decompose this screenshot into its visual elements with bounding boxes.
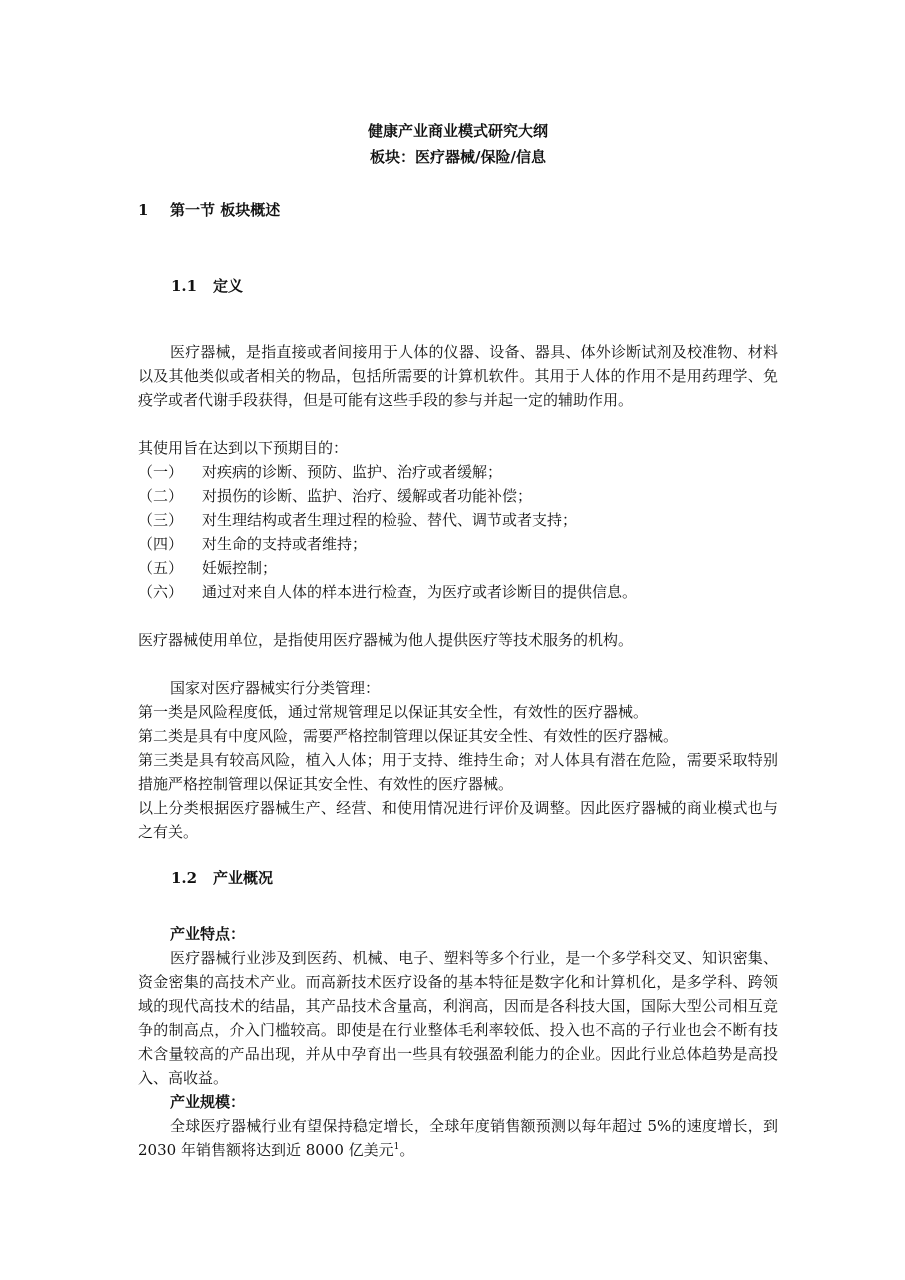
section-1-1-number: 1.1 bbox=[171, 277, 198, 295]
list-item bbox=[138, 556, 778, 580]
features-label: 产业特点： bbox=[170, 925, 246, 943]
list-item bbox=[138, 580, 778, 604]
list-text: 妊娠控制； bbox=[202, 559, 278, 577]
list-text: 对疾病的诊断、预防、监护、治疗或者缓解； bbox=[202, 463, 503, 481]
section-1-number: 1 bbox=[138, 201, 149, 219]
purpose-list bbox=[138, 460, 778, 604]
scale-label: 产业规模： bbox=[170, 1093, 246, 1111]
scale-paragraph bbox=[138, 1114, 778, 1162]
list-marker: （四） bbox=[138, 535, 184, 553]
definition-paragraph: 医疗器械，是指直接或者间接用于人体的仪器、设备、器具、体外诊断试剂及校准物、材料以及其他类似或者相关的物品，包括所需要的计算机软件。其用于人体的作用不是用药理学、免疫学或者代谢手段获得，但是可能有这些手段的参与并起一定的辅助作用。 bbox=[138, 343, 778, 409]
list-marker: （三） bbox=[138, 511, 184, 529]
list-text: 对生命的支持或者维持； bbox=[202, 535, 368, 553]
list-item bbox=[138, 484, 778, 508]
section-1-title: 第一节 板块概述 bbox=[170, 201, 281, 219]
class-2-paragraph: 第二类是具有中度风险，需要严格控制管理以保证其安全性、有效性的医疗器械。 bbox=[138, 727, 679, 745]
document-title: 健康产业商业模式研究大纲 bbox=[367, 122, 548, 140]
list-marker: （五） bbox=[138, 559, 184, 577]
list-text: 对生理结构或者生理过程的检验、替代、调节或者支持； bbox=[202, 511, 578, 529]
list-text: 对损伤的诊断、监护、治疗、缓解或者功能补偿； bbox=[202, 487, 533, 505]
scale-text: 全球医疗器械行业有望保持稳定增长，全球年度销售额预测以每年超过 5%的速度增长，到 2030 年销售额将达到近 8000 亿美元 bbox=[138, 1117, 778, 1159]
list-marker: （六） bbox=[138, 583, 184, 601]
class-3-paragraph: 第三类是具有较高风险，植入人体；用于支持、维持生命；对人体具有潜在危险，需要采取特别措施严格控制管理以保证其安全性、有效性的医疗器械。 bbox=[138, 751, 778, 793]
section-1-heading bbox=[138, 198, 778, 222]
footnote-ref[interactable]: 1 bbox=[393, 1142, 400, 1152]
user-unit-paragraph: 医疗器械使用单位，是指使用医疗器械为他人提供医疗等技术服务的机构。 bbox=[138, 631, 634, 649]
list-item bbox=[138, 508, 778, 532]
classification-intro: 国家对医疗器械实行分类管理： bbox=[170, 679, 381, 697]
section-1-2-heading bbox=[138, 866, 778, 890]
purpose-intro: 其使用旨在达到以下预期目的： bbox=[138, 439, 349, 457]
section-1-1-heading bbox=[138, 274, 778, 298]
scale-end: 。 bbox=[399, 1141, 415, 1159]
section-1-2-title: 产业概况 bbox=[213, 869, 274, 887]
features-paragraph: 医疗器械行业涉及到医药、机械、电子、塑料等多个行业，是一个多学科交叉、知识密集、资金密集的高技术产业。而高新技术医疗设备的基本特征是数字化和计算机化，是多学科、跨领域的现代高技术的结晶，其产品技术含量高，利润高，因而是各科技大国，国际大型公司相互竞争的制高点，介入门槛较高。即使是在行业整体毛利率较低、投入也不高的子行业也会不断有技术含量较高的产品出现，并从中孕育出一些具有较强盈利能力的企业。因此行业总体趋势是高投入、高收益。 bbox=[138, 949, 778, 1087]
list-item bbox=[138, 532, 778, 556]
document-page bbox=[138, 118, 778, 1162]
document-subtitle: 板块：医疗器械/保险/信息 bbox=[370, 148, 546, 166]
section-1-2-number: 1.2 bbox=[171, 869, 198, 887]
list-item bbox=[138, 460, 778, 484]
list-text: 通过对来自人体的样本进行检查，为医疗或者诊断目的提供信息。 bbox=[202, 583, 638, 601]
section-1-1-title: 定义 bbox=[213, 277, 244, 295]
class-1-paragraph: 第一类是风险程度低，通过常规管理足以保证其安全性，有效性的医疗器械。 bbox=[138, 703, 649, 721]
list-marker: （一） bbox=[138, 463, 184, 481]
list-marker: （二） bbox=[138, 487, 184, 505]
classification-note: 以上分类根据医疗器械生产、经营、和使用情况进行评价及调整。因此医疗器械的商业模式也与之有关。 bbox=[138, 799, 778, 841]
